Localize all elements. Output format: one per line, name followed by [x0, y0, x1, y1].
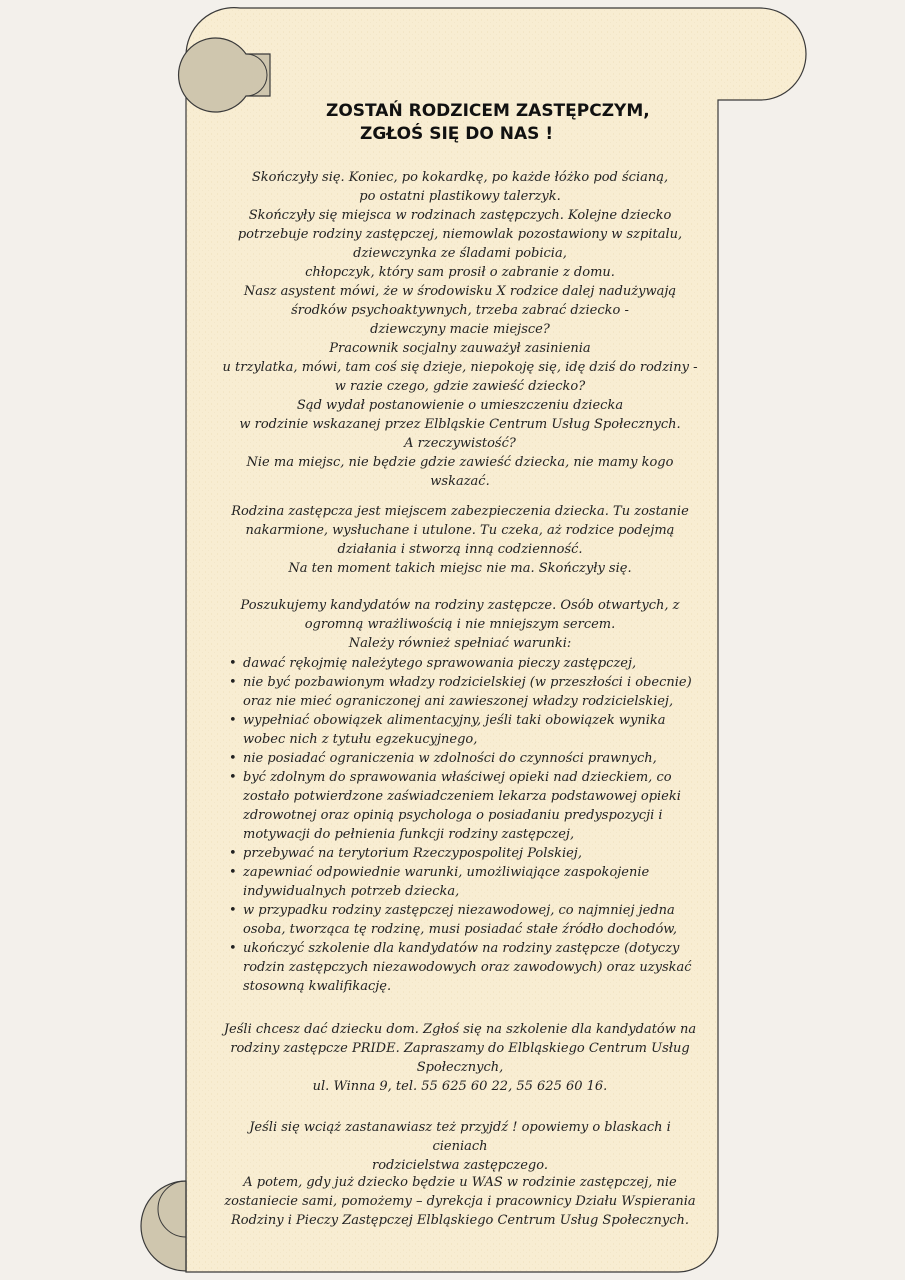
text-line: dziewczyny macie miejsce?	[370, 322, 550, 337]
requirements-list	[229, 654, 699, 996]
list-item: • dawać rękojmię należytego sprawowania pieczy zastępczej,	[229, 654, 699, 673]
text-line: nakarmione, wysłuchane i utulone. Tu czeka, aż rodzice podejmą	[245, 523, 675, 538]
paragraph-safety	[222, 502, 698, 578]
text-line: Społecznych,	[416, 1060, 504, 1075]
text-line: Rodzina zastępcza jest miejscem zabezpieczenia dziecka. Tu zostanie	[231, 504, 689, 519]
text-line: Sąd wydał postanowienie o umieszczeniu dziecka	[296, 398, 624, 413]
paragraph-invite	[222, 1118, 698, 1175]
text-line: Nasz asystent mówi, że w środowisku X rodzice dalej nadużywają	[243, 284, 677, 299]
text-line: Rodziny i Pieczy Zastępczej Elbląskiego Centrum Usług Społecznych.	[230, 1213, 690, 1228]
text-line: A rzeczywistość?	[404, 436, 516, 451]
text-line: rodziny zastępcze PRIDE. Zapraszamy do Elbląskiego Centrum Usług	[230, 1041, 690, 1056]
text-line: w razie czego, gdzie zawieść dziecko?	[334, 379, 586, 394]
page-title	[326, 100, 686, 146]
text-line: Poszukujemy kandydatów na rodziny zastępcze. Osób otwartych, z	[240, 598, 680, 613]
paragraph-candidates	[222, 596, 698, 653]
text-line: Na ten moment takich miejsc nie ma. Skończyły się.	[288, 561, 632, 576]
title-line-2: ZGŁOŚ SIĘ DO NAS !	[360, 124, 554, 144]
text-line: ogromną wrażliwością i nie mniejszym sercem.	[304, 617, 616, 632]
text-line: potrzebuje rodziny zastępczej, niemowlak pozostawiony w szpitalu,	[237, 227, 683, 242]
text-line: Jeśli chcesz dać dziecku dom. Zgłoś się na szkolenie dla kandydatów na	[223, 1022, 697, 1037]
list-item: • nie być pozbawionym władzy rodzicielskiej (w przeszłości i obecnie) oraz nie mieć ograniczonej ani zawieszonej władzy rodzicielskiej,	[229, 673, 699, 711]
contact-address: ul. Winna 9, tel. 55 625 60 22, 55 625 60 16.	[312, 1079, 608, 1094]
text-line: rodzicielstwa zastępczego.	[372, 1158, 548, 1173]
text-line: A potem, gdy już dziecko będzie u WAS w rodzinie zastępczej, nie	[243, 1175, 677, 1190]
intro-paragraph	[222, 168, 698, 491]
list-item: • w przypadku rodziny zastępczej niezawodowej, co najmniej jedna osoba, tworząca tę rodzinę, musi posiadać stałe źródło dochodów,	[229, 901, 699, 939]
text-line: u trzylatka, mówi, tam coś się dzieje, niepokoję się, idę dziś do rodziny -	[222, 360, 698, 375]
text-line: Nie ma miejsc, nie będzie gdzie zawieść dziecka, nie mamy kogo wskazać.	[246, 455, 674, 489]
list-item: • być zdolnym do sprawowania właściwej opieki nad dzieckiem, co zostało potwierdzone zaświadczeniem lekarza podstawowej opieki zdrowotnej oraz opinią psychologa o posiadaniu predyspozycji i motywacji do pełnienia funkcji rodziny zastępczej,	[229, 768, 699, 844]
text-line: Skończyły się. Koniec, po kokardkę, po każde łóżko pod ścianą,	[251, 170, 669, 185]
text-line: w rodzinie wskazanej przez Elbląskie Centrum Usług Społecznych.	[239, 417, 681, 432]
paragraph-support	[222, 1173, 698, 1230]
paragraph-training-contact	[222, 1020, 698, 1096]
text-line: Jeśli się wciąż zastanawiasz też przyjdź ! opowiemy o blaskach i cieniach	[249, 1120, 671, 1154]
list-item: • zapewniać odpowiednie warunki, umożliwiające zaspokojenie indywidualnych potrzeb dziecka,	[229, 863, 699, 901]
list-item: • wypełniać obowiązek alimentacyjny, jeśli taki obowiązek wynika wobec nich z tytułu egzekucyjnego,	[229, 711, 699, 749]
text-line: zostaniecie sami, pomożemy – dyrekcja i pracownicy Działu Wspierania	[224, 1194, 696, 1209]
text-line: dziewczynka ze śladami pobicia,	[353, 246, 567, 261]
list-item: • przebywać na terytorium Rzeczypospolitej Polskiej,	[229, 844, 699, 863]
list-item: • nie posiadać ograniczenia w zdolności do czynności prawnych,	[229, 749, 699, 768]
text-line: Należy również spełniać warunki:	[348, 636, 572, 651]
title-line-1: ZOSTAŃ RODZICEM ZASTĘPCZYM,	[326, 101, 650, 121]
text-line: Pracownik socjalny zauważył zasinienia	[329, 341, 591, 356]
text-line: chłopczyk, który sam prosił o zabranie z domu.	[305, 265, 615, 280]
text-line: Skończyły się miejsca w rodzinach zastępczych. Kolejne dziecko	[248, 208, 672, 223]
text-line: środków psychoaktywnych, trzeba zabrać dziecko -	[291, 303, 629, 318]
text-line: działania i stworzą inną codzienność.	[337, 542, 583, 557]
text-line: po ostatni plastikowy talerzyk.	[359, 189, 561, 204]
list-item: • ukończyć szkolenie dla kandydatów na rodziny zastępcze (dotyczy rodzin zastępczych niezawodowych oraz zawodowych) oraz uzyskać stosowną kwalifikację.	[229, 939, 699, 996]
